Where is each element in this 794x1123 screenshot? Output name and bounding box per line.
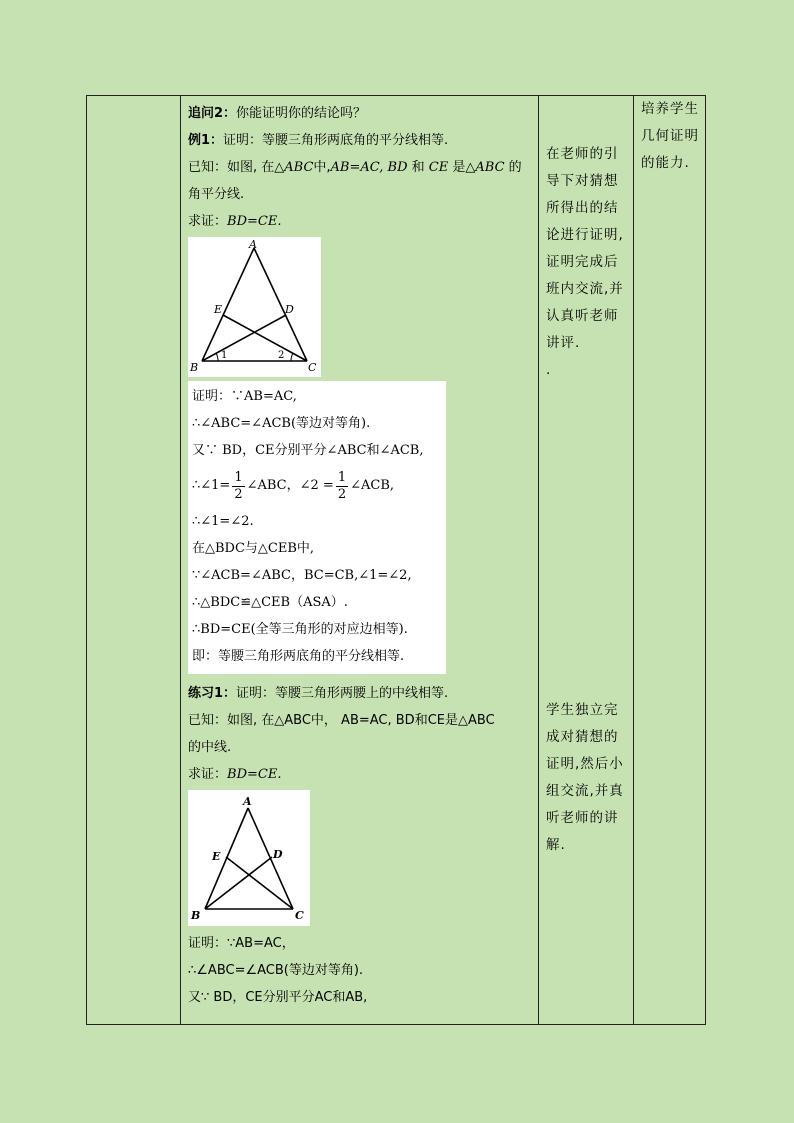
angle-label-1: 1 xyxy=(221,350,228,361)
frac-num: 1 xyxy=(337,469,347,485)
activity-line: 证明,然后小 xyxy=(546,756,624,772)
prove-label: 求证： xyxy=(188,767,228,782)
given-prefix: 已知：如图, 在 xyxy=(188,160,275,175)
proof1-line: ∴△BDC≌△CEB（ASA）. xyxy=(192,595,348,610)
activity-line: 所得出的结 xyxy=(546,200,619,216)
given-mid: 中, xyxy=(313,160,331,175)
intent-line: 几何证明 xyxy=(641,128,699,144)
proof2-line: 又∵ BD，CE分别平分AC和AB, xyxy=(188,990,368,1005)
example1-label: 例1： xyxy=(188,133,224,148)
prove-label: 求证： xyxy=(188,214,228,229)
example1-line xyxy=(188,127,538,154)
prove-text: BD=CE. xyxy=(227,767,282,782)
vertex-label-c: C xyxy=(308,361,317,374)
activity-line: 证明完成后 xyxy=(546,254,619,270)
proof2-line: ∴∠ABC=∠ACB(等边对等角). xyxy=(188,963,364,978)
given-cond: AB=AC, BD xyxy=(330,160,408,175)
fraction-half xyxy=(232,470,244,503)
vertex-label-a: A xyxy=(249,238,257,251)
column-divider xyxy=(180,96,181,1024)
proof1-line: 即：等腰三角形两底角的平分线相等. xyxy=(192,649,405,664)
teaching-content-cell xyxy=(188,96,538,1011)
proof2-line: 证明：∵AB=AC， xyxy=(188,936,295,951)
intent-line: 的能力. xyxy=(641,155,690,171)
frac-den: 2 xyxy=(234,486,243,502)
frac-num: 1 xyxy=(234,469,243,485)
proof1-line: 又∵ BD，CE分别平分∠ABC和∠ACB, xyxy=(192,443,424,458)
vertex-label-a: A xyxy=(243,795,252,808)
triangle-figure-2 xyxy=(188,790,310,926)
vertex-label-d: D xyxy=(285,303,294,316)
proof1-line: ∴∠ABC=∠ACB(等边对等角). xyxy=(192,416,371,431)
fraction-half xyxy=(336,470,348,503)
activity-line: 讲评. xyxy=(546,335,581,351)
activity-line: 学生独立完 xyxy=(546,702,619,718)
exercise1-prove xyxy=(188,761,538,788)
question2-label: 追问2： xyxy=(188,106,237,121)
exercise1-given: 已知：如图, 在△ABC中， AB=AC, BD和CE是△ABC xyxy=(188,713,495,728)
activity-line: 导下对猜想 xyxy=(546,173,619,189)
column-divider xyxy=(538,96,539,1024)
vertex-label-e: E xyxy=(214,303,223,316)
vertex-label-c: C xyxy=(295,909,304,922)
triangle-diagram-2 xyxy=(188,790,310,926)
proof1-line: 证明：∵AB=AC, xyxy=(192,389,297,404)
activity-line: 组交流,并真 xyxy=(546,783,624,799)
lesson-table xyxy=(86,95,706,1025)
proof1-fraction-line xyxy=(192,464,446,508)
activity-line: . xyxy=(546,362,552,378)
angle-label-2: 2 xyxy=(278,350,285,361)
given-and: 和 xyxy=(411,160,425,175)
frac-den: 2 xyxy=(337,486,347,502)
prove-text: BD=CE. xyxy=(227,214,282,229)
student-activity-cell-1 xyxy=(546,141,631,384)
example1-prove xyxy=(188,208,538,235)
activity-line: 成对猜想的 xyxy=(546,729,619,745)
given-de: 的 xyxy=(508,160,522,175)
exercise1-label: 练习1： xyxy=(188,686,237,701)
proof1-line: ∴BD=CE(全等三角形的对应边相等). xyxy=(192,622,408,637)
frac-lhs: ∴∠1= xyxy=(192,478,231,493)
vertex-label-b: B xyxy=(191,909,201,922)
given-ce: CE xyxy=(428,160,449,175)
example1-given xyxy=(188,154,538,181)
vertex-label-b: B xyxy=(190,361,199,374)
activity-line: 解. xyxy=(546,837,566,853)
question2-line xyxy=(188,100,538,127)
given-is: 是 xyxy=(452,160,466,175)
intent-line: 培养学生 xyxy=(641,101,699,117)
activity-line: 认真听老师 xyxy=(546,308,619,324)
exercise1-line xyxy=(188,680,538,707)
triangle-figure-1 xyxy=(188,237,321,377)
proof1-line: 在△BDC与△CEB中, xyxy=(192,541,315,556)
proof1-box xyxy=(188,381,446,674)
frac-mid: ∠ABC，∠2 = xyxy=(246,478,334,493)
activity-line: 班内交流,并 xyxy=(546,281,624,297)
given-triangle: △ABC xyxy=(274,160,314,175)
design-intent-cell xyxy=(641,96,706,177)
example1-statement: 证明：等腰三角形两底角的平分线相等. xyxy=(223,133,449,148)
question2-text: 你能证明你的结论吗？ xyxy=(236,106,367,121)
proof1-line: ∴∠1=∠2. xyxy=(192,514,254,529)
given-end: △ABC xyxy=(465,160,505,175)
proof1-line: ∵∠ACB=∠ABC，BC=CB,∠1=∠2, xyxy=(192,568,412,583)
example1-given-line2: 角平分线. xyxy=(188,187,245,202)
exercise1-given-line2: 的中线. xyxy=(188,740,232,755)
activity-line: 听老师的讲 xyxy=(546,810,619,826)
frac-end: ∠ACB, xyxy=(350,478,395,493)
triangle-diagram-1 xyxy=(188,237,321,377)
vertex-label-d: D xyxy=(273,848,283,861)
student-activity-cell-2 xyxy=(546,697,631,859)
activity-line: 在老师的引 xyxy=(546,146,619,162)
exercise1-statement: 证明：等腰三角形两腰上的中线相等. xyxy=(236,686,449,701)
column-divider xyxy=(633,96,634,1024)
vertex-label-e: E xyxy=(212,850,221,863)
activity-line: 论进行证明, xyxy=(546,227,624,243)
